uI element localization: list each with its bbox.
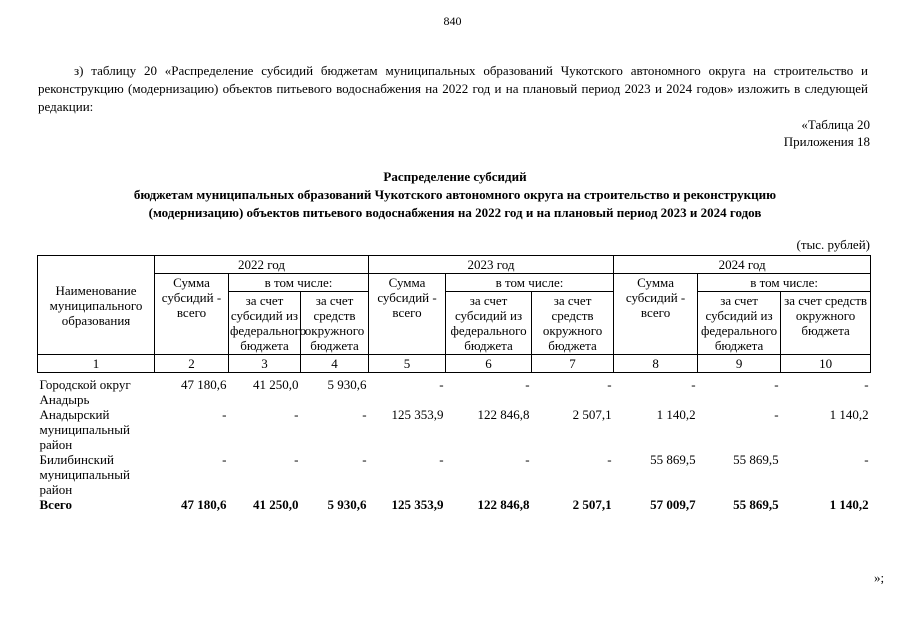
- cell: 125 353,9: [391, 496, 444, 512]
- header-district: за счет средств окружного бюджета: [301, 292, 369, 355]
- cell: 2 507,1: [572, 406, 612, 422]
- header-including: в том числе:: [698, 274, 871, 292]
- table-row-total: [38, 497, 871, 512]
- header-year: 2023 год: [369, 256, 614, 274]
- cell: 47 180,6: [181, 496, 227, 512]
- cell: -: [222, 406, 227, 422]
- header-federal: за счет субсидий из федерального бюджета: [698, 292, 781, 355]
- row-name: Всего: [39, 496, 72, 512]
- closing-quote: »;: [874, 570, 885, 585]
- cell: -: [362, 406, 367, 422]
- intro-paragraph: з) таблицу 20 «Распределение субсидий бюджетам муниципальных образований Чукотского автономного округа на строительство и реконструкцию (модернизацию) объектов питьевого водоснабжения на 2022 год и на плановый период 2023 и 2024 годов» изложить в следующей редакции:: [38, 63, 868, 114]
- header-district: за счет средств окружного бюджета: [781, 292, 871, 355]
- cell: -: [607, 451, 612, 467]
- col-number: 3: [229, 355, 301, 373]
- col-number: 1: [38, 355, 155, 373]
- table-row: [38, 452, 871, 497]
- header-sum-total: Сумма субсидий - всего: [155, 274, 229, 355]
- cell: -: [525, 376, 530, 392]
- header-sum-total: Сумма субсидий - всего: [369, 274, 446, 355]
- cell: 41 250,0: [253, 496, 299, 512]
- cell: 125 353,9: [391, 406, 444, 422]
- row-name: Городской округ Анадырь: [39, 376, 131, 407]
- header-year: 2024 год: [614, 256, 871, 274]
- table-ref-line: «Таблица 20: [801, 117, 870, 132]
- col-number: 9: [698, 355, 781, 373]
- cell: -: [864, 376, 869, 392]
- cell: 122 846,8: [477, 406, 530, 422]
- heading-line: (модернизацию) объектов питьевого водоснабжения на 2022 год и на плановый период 2023 и 2024 годов: [148, 205, 762, 220]
- heading-line: Распределение субсидий: [383, 169, 527, 184]
- cell: 1 140,2: [829, 496, 869, 512]
- cell: -: [439, 376, 444, 392]
- table-reference: [784, 116, 870, 150]
- header-including: в том числе:: [446, 274, 614, 292]
- cell: -: [774, 406, 779, 422]
- row-name: Анадырский муниципальный район: [39, 406, 130, 452]
- cell: -: [294, 406, 299, 422]
- cell: 1 140,2: [829, 406, 869, 422]
- header-year: 2022 год: [155, 256, 369, 274]
- subsidy-table: [37, 255, 871, 512]
- col-number: 6: [446, 355, 532, 373]
- heading-line: бюджетам муниципальных образований Чукотского автономного округа на строительство и реконструкцию: [133, 187, 777, 202]
- cell: 55 869,5: [733, 451, 779, 467]
- header-name: Наименование муниципального образования: [38, 256, 155, 355]
- row-name: Билибинский муниципальный район: [39, 451, 130, 497]
- cell: 2 507,1: [572, 496, 612, 512]
- cell: -: [691, 376, 696, 392]
- cell: 55 869,5: [650, 451, 696, 467]
- cell: -: [439, 451, 444, 467]
- cell: 1 140,2: [656, 406, 696, 422]
- cell: 5 930,6: [327, 376, 367, 392]
- cell: 41 250,0: [253, 376, 299, 392]
- cell: 57 009,7: [650, 496, 696, 512]
- table-row: [38, 377, 871, 407]
- col-number: 10: [781, 355, 871, 373]
- header-including: в том числе:: [229, 274, 369, 292]
- cell: -: [607, 376, 612, 392]
- cell: -: [525, 451, 530, 467]
- cell: -: [774, 376, 779, 392]
- header-federal: за счет субсидий из федерального бюджета: [446, 292, 532, 355]
- cell: 122 846,8: [477, 496, 530, 512]
- cell: -: [222, 451, 227, 467]
- header-district: за счет средств окружного бюджета: [532, 292, 614, 355]
- header-sum-total: Сумма субсидий - всего: [614, 274, 698, 355]
- cell: -: [294, 451, 299, 467]
- col-number: 8: [614, 355, 698, 373]
- col-number: 2: [155, 355, 229, 373]
- units-label: (тыс. рублей): [796, 237, 870, 252]
- cell: 47 180,6: [181, 376, 227, 392]
- cell: -: [362, 451, 367, 467]
- col-number: 5: [369, 355, 446, 373]
- cell: -: [864, 451, 869, 467]
- page-number: 840: [443, 14, 462, 28]
- cell: 55 869,5: [733, 496, 779, 512]
- col-number: 4: [301, 355, 369, 373]
- col-number: 7: [532, 355, 614, 373]
- header-federal: за счет субсидий из федерального бюджета: [230, 293, 307, 353]
- table-ref-line: Приложения 18: [783, 134, 870, 149]
- table-row: [38, 407, 871, 452]
- cell: 5 930,6: [327, 496, 367, 512]
- table-heading: [40, 168, 870, 222]
